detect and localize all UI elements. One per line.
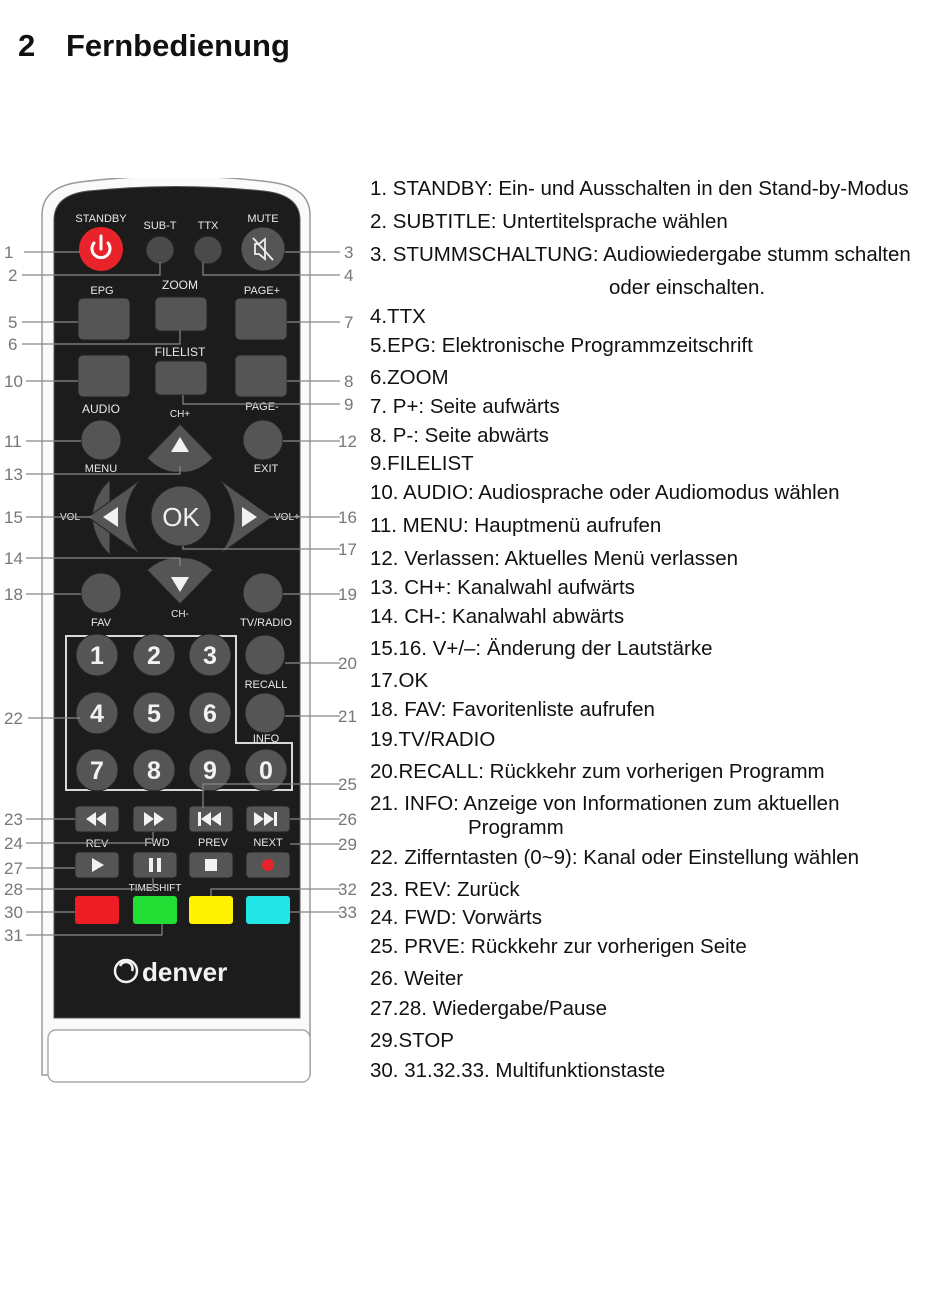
recall-label: RECALL [244,679,288,691]
legend-item [370,366,449,390]
legend-item-text: 12. Verlassen: Aktuelles Menü verlassen [370,547,739,570]
callout-17: 17 [338,540,357,559]
legend-item [370,846,859,870]
fav-button[interactable] [81,573,121,613]
subt-label: SUB-T [143,220,177,232]
next-label: NEXT [253,837,283,849]
legend-item [370,177,909,201]
legend-item [370,305,426,329]
zoom-button[interactable] [155,297,207,331]
callout-20: 20 [338,654,357,673]
callout-3: 3 [344,243,354,262]
callout-22: 22 [4,709,23,728]
legend-item-text: 18. FAV: Favoritenliste aufrufen [370,698,655,721]
filelist-button[interactable] [155,361,207,395]
section-title: Fernbedienung [66,28,290,63]
yellow-button[interactable] [189,896,233,924]
callout-9: 9 [344,395,354,414]
prev-label: PREV [198,837,228,849]
legend-item-text: 24. FWD: Vorwärts [370,906,543,929]
digit-label-9: 9 [203,757,217,785]
mute-label: MUTE [247,213,279,225]
callout-32: 32 [338,880,357,899]
callout-1: 1 [4,243,14,262]
legend-item-text: 21. INFO: Anzeige von Informationen zum aktuellen [370,792,840,815]
callout-7: 7 [344,313,354,332]
callout-6: 6 [8,335,18,354]
legend-item [370,637,712,661]
page-down-button[interactable] [235,355,287,397]
legend-item [370,698,655,722]
info-label: INFO [252,733,280,745]
green-button[interactable] [133,896,177,924]
legend-item-text: 15.16. V+/–: Änderung der Lautstärke [370,637,713,660]
vol-minus-label: VOL- [60,512,84,523]
legend-item [370,514,661,538]
recall-button[interactable] [245,635,285,675]
legend-item [370,576,635,600]
ttx-button[interactable] [194,236,222,264]
legend-item [370,728,495,752]
timeshift-label: TIMESHIFT [128,883,182,894]
callout-5: 5 [8,313,18,332]
audio-button[interactable] [81,420,121,460]
legend-item-text: 19.TV/RADIO [370,728,496,751]
legend-item [370,792,840,839]
legend-item [370,1059,665,1083]
epg-label: EPG [90,285,114,297]
legend-item-text: 23. REV: Zurück [370,878,520,901]
legend-item-text: 7. P+: Seite aufwärts [370,395,560,418]
red-button[interactable] [75,896,119,924]
callout-23: 23 [4,810,23,829]
audio-label: AUDIO [81,402,121,416]
callout-15: 15 [4,508,23,527]
legend-item-text: 1. STANDBY: Ein- und Ausschalten in den Stand-by-Modus [370,177,909,200]
legend-item-text: 20.RECALL: Rückkehr zum vorherigen Programm [370,760,825,783]
legend-item [370,547,738,571]
filelist-label: FILELIST [154,345,206,359]
legend-item [370,334,753,358]
callout-10: 10 [4,372,23,391]
page-up-label: PAGE+ [243,285,281,297]
stop-icon [205,859,217,871]
section-number: 2 [18,28,36,63]
callout-24: 24 [4,834,23,853]
legend-item-text: 22. Zifferntasten (0~9): Kanal oder Einstellung wählen [370,846,860,869]
record-icon [262,859,274,871]
callout-13: 13 [4,465,23,484]
page-down-label: PAGE- [245,401,279,413]
legend-item-continuation: oder einschalten. [609,276,766,299]
legend-item-text: 27.28. Wiedergabe/Pause [370,997,608,1020]
legend-item-text: 14. CH-: Kanalwahl abwärts [370,605,625,628]
callout-26: 26 [338,810,357,829]
legend-item-text: 26. Weiter [370,967,464,990]
legend-item-text: 25. PRVE: Rückkehr zur vorherigen Seite [370,935,747,958]
ok-label: OK [162,502,200,532]
callout-29: 29 [338,835,357,854]
callout-30: 30 [4,903,23,922]
legend-item-text: 5.EPG: Elektronische Programmzeitschrift [370,334,753,357]
epg-button[interactable] [78,298,130,340]
legend-item-text: 29.STOP [370,1029,454,1052]
ttx-label: TTX [197,220,219,232]
subt-button[interactable] [146,236,174,264]
digit-label-6: 6 [203,700,217,728]
callout-2: 2 [8,266,18,285]
callout-19: 19 [338,585,357,604]
callout-31: 31 [4,926,23,945]
legend-item-text: 10. AUDIO: Audiosprache oder Audiomodus wählen [370,481,840,504]
legend-item-text: 13. CH+: Kanalwahl aufwärts [370,576,635,599]
callout-28: 28 [4,880,23,899]
callout-8: 8 [344,372,354,391]
legend-item [370,424,549,448]
legend-item [370,481,840,505]
pause-button[interactable] [133,852,177,878]
remote-control-illustration [0,178,370,1088]
legend-item-text: 30. 31.32.33. Multifunktionstaste [370,1059,666,1082]
cyan-button[interactable] [246,896,290,924]
tv-radio-label: TV/RADIO [240,617,292,629]
legend-item-text: 17.OK [370,669,429,692]
page-up-button[interactable] [235,298,287,340]
callout-4: 4 [344,266,354,285]
callout-27: 27 [4,859,23,878]
info-button[interactable] [245,693,285,733]
legend-item [370,210,728,234]
legend-item-text: 3. STUMMSCHALTUNG: Audiowiedergabe stumm schalten [370,243,911,266]
legend-item-text: 9.FILELIST [370,452,474,475]
legend-item [370,997,607,1021]
legend-item [370,935,747,959]
tv-radio-button[interactable] [243,573,283,613]
digit-label-5: 5 [147,700,161,728]
legend-item [370,967,463,991]
exit-label: EXIT [253,463,279,475]
legend-item [370,452,474,476]
callout-16: 16 [338,508,357,527]
menu-label: MENU [84,463,118,475]
legend-item [370,669,428,693]
standby-label: STANDBY [75,213,127,225]
vol-plus-label: VOL+ [274,512,300,523]
digit-label-3: 3 [203,642,217,670]
callout-21: 21 [338,707,357,726]
fwd-label: FWD [144,837,170,849]
brand-logo: denver [142,957,228,987]
digit-label-8: 8 [147,757,161,785]
digit-label-7: 7 [90,757,104,785]
callout-14: 14 [4,549,23,568]
legend-item-text: 2. SUBTITLE: Untertitelsprache wählen [370,210,728,233]
callout-11: 11 [4,432,22,451]
epg-row3-button[interactable] [78,355,130,397]
callout-33: 33 [338,903,357,922]
legend-item [370,243,911,299]
legend-item-text: 6.ZOOM [370,366,449,389]
digit-label-2: 2 [147,642,161,670]
ch-minus-label: CH- [171,609,189,620]
legend-item-text: 4.TTX [370,305,426,328]
legend-item [370,395,560,419]
digit-label-1: 1 [90,642,104,670]
legend-item [370,605,624,629]
digit-label-4: 4 [90,700,104,728]
legend-item-text: 8. P-: Seite abwärts [370,424,549,447]
legend-item [370,878,520,902]
legend-item [370,760,825,784]
zoom-label: ZOOM [162,278,198,292]
ch-plus-label: CH+ [169,409,191,420]
callout-12: 12 [338,432,357,451]
legend-item [370,906,542,930]
digit-label-0: 0 [259,757,273,785]
fav-label: FAV [91,617,111,629]
page-title [18,28,290,64]
callout-18: 18 [4,585,23,604]
legend-item-text: 11. MENU: Hauptmenü aufrufen [370,514,662,537]
exit-button[interactable] [243,420,283,460]
callout-25: 25 [338,775,357,794]
legend-item-continuation: Programm [468,816,564,839]
legend-item [370,1029,454,1053]
rev-label: REV [85,838,109,850]
